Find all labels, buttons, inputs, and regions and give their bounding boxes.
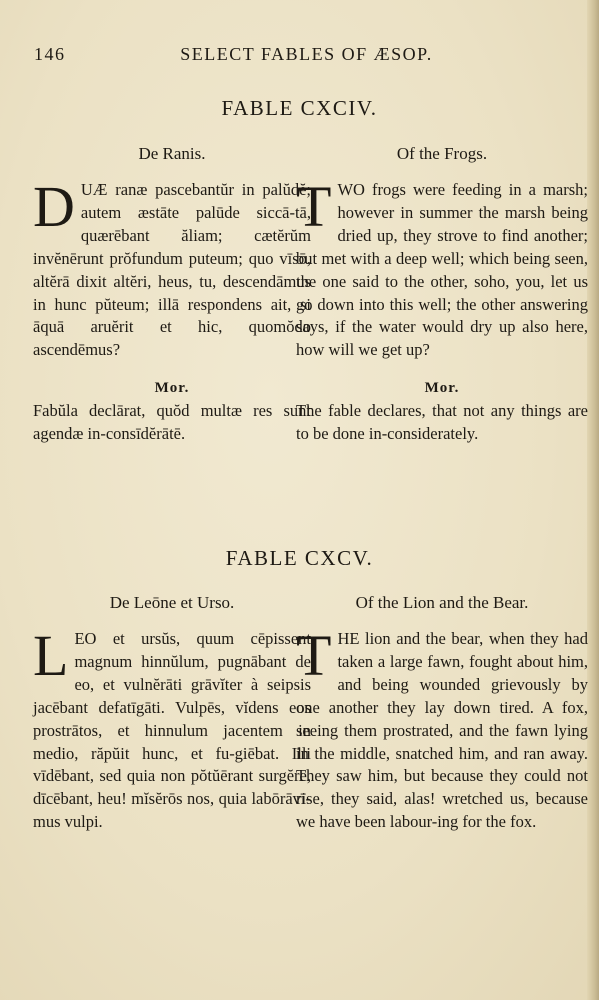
latin-heading: De Leōne et Urso. — [109, 593, 235, 612]
drop-cap: D — [33, 174, 75, 239]
latin-column — [33, 592, 311, 834]
latin-heading: De Ranis. — [138, 144, 206, 163]
english-text — [296, 623, 588, 834]
english-body: WO frogs were feeding in a marsh; however in summer the marsh being dried up, they strove to find another; but met with a deep well; which being seen, the one said to the other, soho, you, let us go down into this well; the other answering says, if the water would dry up also here, how will we get up? — [296, 180, 588, 360]
english-heading: Of the Frogs. — [396, 144, 488, 163]
english-column — [296, 592, 588, 834]
latin-text — [33, 174, 311, 362]
english-column — [296, 143, 588, 446]
running-header — [34, 40, 579, 70]
moral-label: Mor. — [424, 380, 460, 397]
latin-column — [33, 143, 311, 446]
english-body: HE lion and the bear, when they had taken a large fawn, fought about him, and being wounded grievously by one another they lay down tired. A fox, seeing them prostrated, and the fawn lying in the middle, snatched him, and ran away. They saw him, but because they could not rise, they said, alas! wretched us, because we have been labour-ing for the fox. — [296, 629, 588, 832]
latin-body: EO et ursŭs, quum cēpissent magnum hinnŭlum, pugnābant de eo, et vulnĕrāti grāvĭter à seipsis jacēbant defatīgāti. Vulpēs, vĭdens eos prostrātos, et hinnulum jacentem in medio, răpŭit hunc, et fu-giēbat. Illi vīdēbant, sed quia non pŏtŭērant surgĕre, dīcēbant, heu! mĭsĕrōs nos, quia labōrāvī-mus vulpi. — [33, 629, 311, 832]
english-text — [296, 174, 588, 362]
drop-cap: L — [33, 623, 69, 688]
running-title: SELECT FABLES OF ÆSOP. — [180, 44, 433, 64]
moral-text: The fable declares, that not any things are to be done in-considerately. — [296, 401, 588, 444]
english-heading: Of the Lion and the Bear. — [355, 593, 529, 612]
fable-title: FABLE CXCV. — [225, 546, 374, 570]
moral-text: Fabŭla declārat, quŏd multæ res sunt agendæ in-consīdĕrātē. — [33, 401, 311, 444]
latin-body: UÆ ranæ pascebantŭr in palŭdĕ; autem æstāte palūde siccā-tā, quærēbant ăliam; cætĕrŭm invĕnērunt prŏfundum puteum; quo vīsō, altĕrā dixit altĕri, heus, tu, descendāmus in hunc pŭteum; illā respondens ait, si āquā aruĕrit et hic, quomŏdo ascendēmus? — [33, 180, 311, 360]
drop-cap: T — [296, 623, 332, 688]
drop-cap: T — [296, 174, 332, 239]
page-edge — [587, 0, 599, 1000]
moral-label: Mor. — [154, 380, 190, 397]
fable-title: FABLE CXCIV. — [221, 96, 378, 120]
page-number: 146 — [34, 44, 66, 64]
latin-text — [33, 623, 311, 834]
